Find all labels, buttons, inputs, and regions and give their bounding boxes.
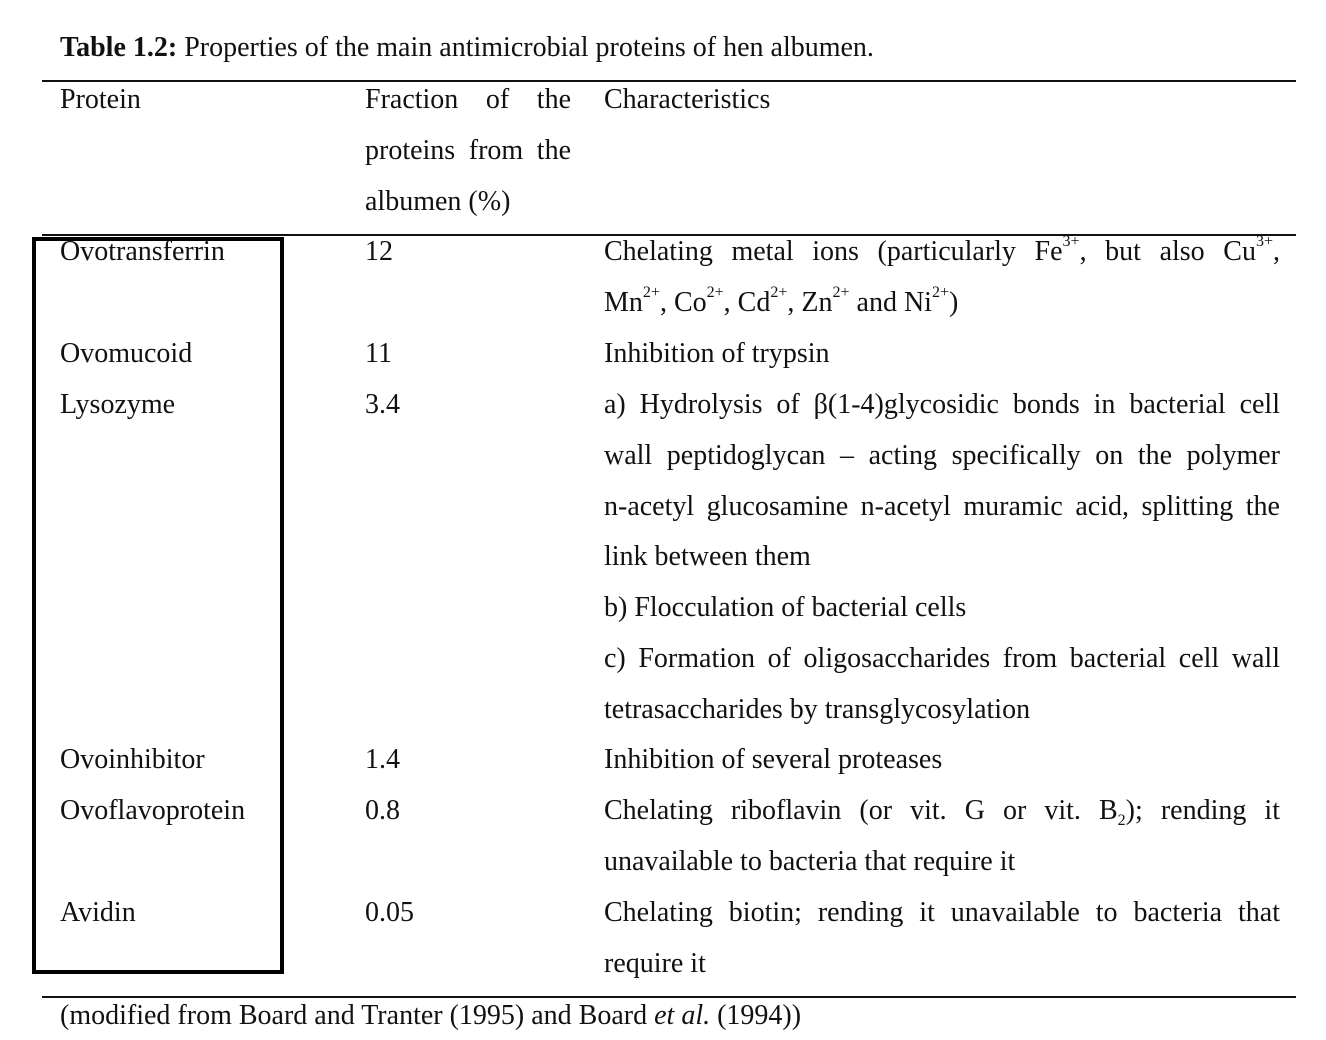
subscript: 2	[1117, 812, 1126, 829]
footnote-italic: et al.	[654, 1000, 711, 1031]
footnote-text-end: (1994))	[710, 1000, 802, 1031]
header-fraction-line-2: proteins from the	[365, 134, 571, 166]
row-ovomucoid-protein: Ovomucoid	[60, 338, 193, 369]
text-run: ,	[1273, 236, 1280, 267]
text-run: , but also Cu	[1079, 236, 1256, 267]
superscript: 2+	[770, 283, 788, 301]
text-run: Chelating riboflavin (or vit. G or vit. B	[604, 795, 1118, 826]
text-run: )	[948, 286, 959, 318]
text-run: ); rending it	[1125, 795, 1280, 826]
row-ovoflavoprotein-fraction: 0.8	[365, 795, 400, 826]
char-line: Chelating biotin; rending it unavailable to bacteria that	[604, 897, 1280, 928]
char-line: require it	[604, 947, 706, 979]
row-lysozyme-protein: Lysozyme	[60, 389, 176, 420]
caption-text: Properties of the main antimicrobial proteins of hen albumen.	[177, 32, 874, 63]
protein-column-highlight-box	[32, 237, 284, 974]
row-ovoflavoprotein-characteristics	[604, 786, 1280, 888]
char-line	[604, 227, 1280, 278]
superscript: 3+	[1062, 233, 1080, 250]
row-ovotransferrin-protein: Ovotransferrin	[60, 236, 225, 267]
text-run: Mn	[604, 286, 643, 318]
row-ovoinhibitor-fraction: 1.4	[365, 744, 400, 775]
table-caption	[60, 30, 874, 66]
table-footnote	[60, 996, 801, 1036]
row-ovotransferrin-characteristics	[604, 227, 1280, 329]
superscript: 2+	[832, 283, 850, 301]
text-run: , Co	[659, 286, 707, 318]
row-avidin-characteristics	[604, 888, 1280, 990]
row-avidin-protein: Avidin	[60, 897, 136, 928]
row-lysozyme-characteristics	[604, 380, 1280, 736]
row-ovoflavoprotein-protein: Ovoflavoprotein	[60, 795, 246, 826]
superscript: 2+	[706, 283, 724, 301]
row-ovoinhibitor-protein: Ovoinhibitor	[60, 744, 205, 775]
row-ovoinhibitor-characteristics: Inhibition of several proteases	[604, 744, 943, 775]
text-run: , Zn	[787, 286, 833, 318]
row-ovomucoid-fraction: 11	[365, 338, 392, 369]
row-ovomucoid-characteristics: Inhibition of trypsin	[604, 338, 830, 369]
footnote-text: (modified from Board and Tranter (1995) and Board	[60, 1000, 655, 1031]
header-characteristics: Characteristics	[604, 84, 771, 115]
caption-label: Table 1.2:	[60, 32, 178, 63]
text-run: , Cd	[723, 286, 771, 318]
char-line: unavailable to bacteria that require it	[604, 845, 1016, 877]
char-line: tetrasaccharides by transglycosylation	[604, 693, 1031, 725]
char-line: wall peptidoglycan – acting specifically on the polymer	[604, 439, 1280, 471]
superscript: 3+	[1255, 233, 1273, 250]
char-line: a) Hydrolysis of β(1-4)glycosidic bonds in bacterial cell	[604, 389, 1280, 420]
header-fraction-line-3: albumen (%)	[365, 185, 511, 217]
char-line: c) Formation of oligosaccharides from bacterial cell wall	[604, 642, 1280, 674]
char-line	[604, 786, 1280, 837]
text-run: and Ni	[849, 286, 932, 318]
row-lysozyme-fraction: 3.4	[365, 389, 400, 420]
superscript: 2+	[931, 283, 949, 301]
header-fraction-line-1: Fraction of the	[365, 84, 571, 115]
text-run: Chelating metal ions (particularly Fe	[604, 236, 1063, 267]
superscript: 2+	[642, 283, 660, 301]
char-line	[604, 278, 1280, 329]
char-line: n-acetyl glucosamine n-acetyl muramic acid, splitting the	[604, 490, 1280, 522]
char-line: link between them	[604, 541, 811, 573]
row-avidin-fraction: 0.05	[365, 897, 414, 928]
header-protein: Protein	[60, 84, 141, 115]
char-line: b) Flocculation of bacterial cells	[604, 592, 967, 624]
header-fraction	[365, 75, 571, 227]
row-ovotransferrin-fraction: 12	[365, 236, 393, 267]
